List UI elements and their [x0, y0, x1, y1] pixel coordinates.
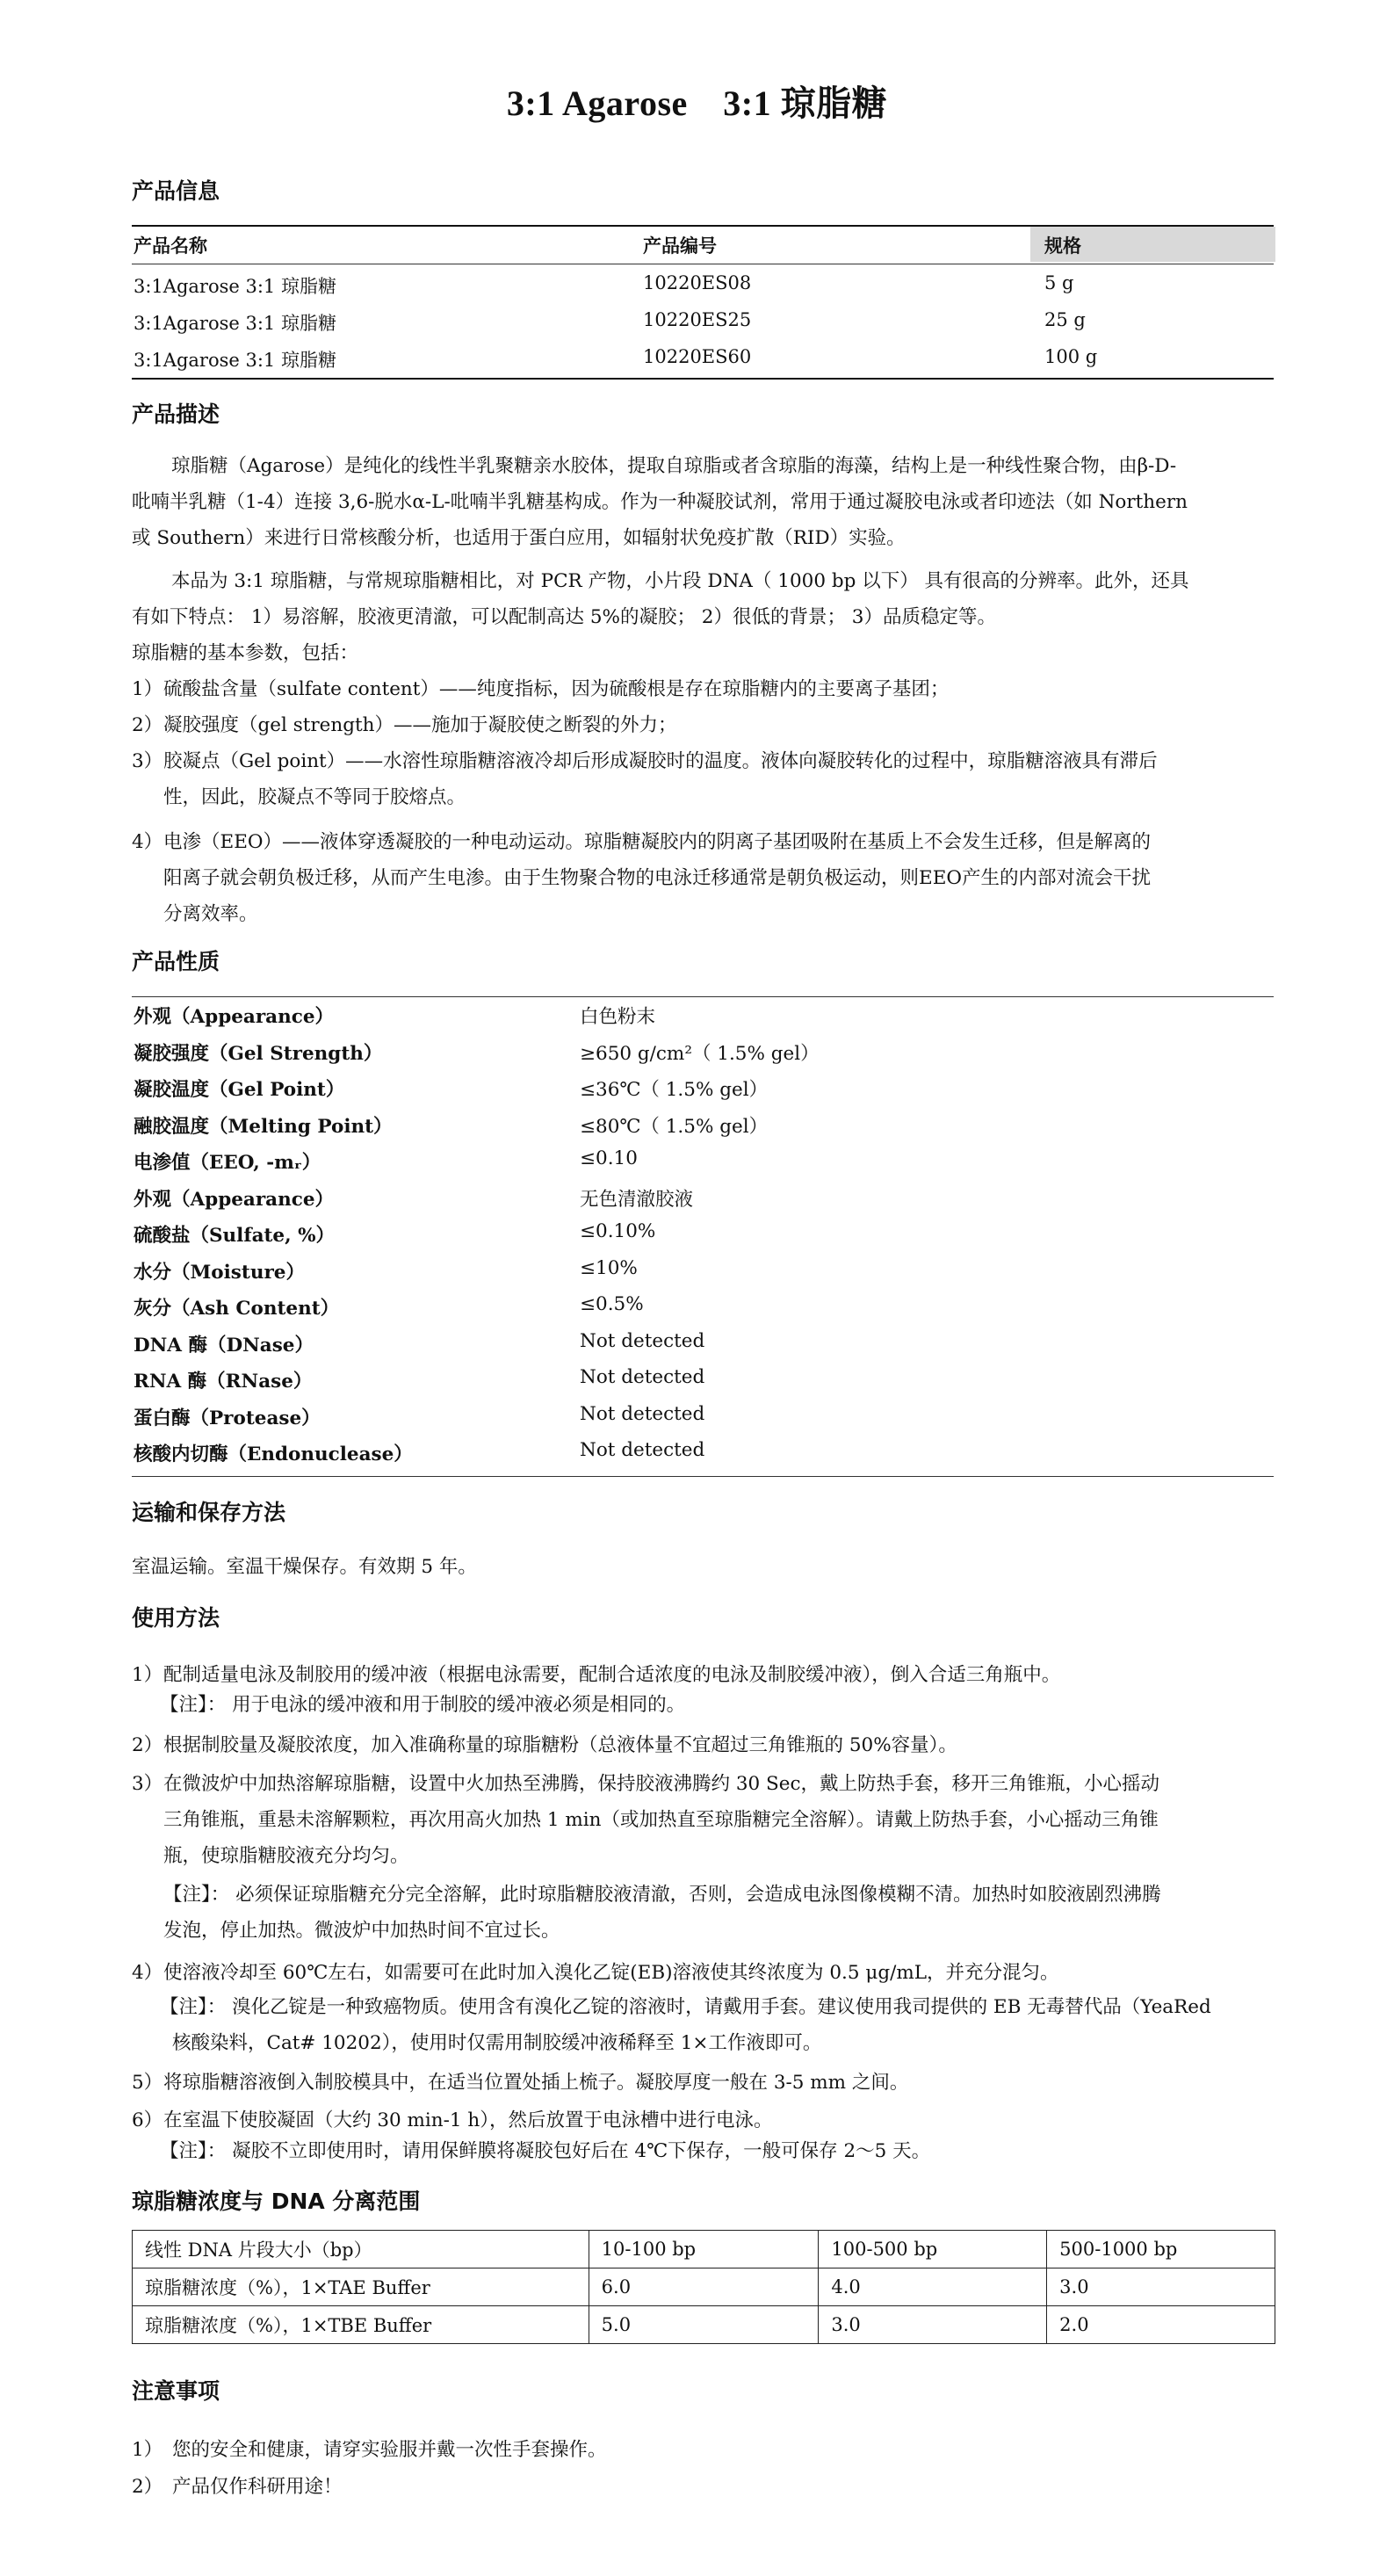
list-text: 阳离子就会朝负极迁移，从而产生电渗。由于生物聚合物的电泳迁移通常是朝负极运动，则EEO产生的内部对流会干扰 [163, 867, 1152, 889]
property-label: 蛋白酶（Protease） [134, 1407, 321, 1429]
list-text: 将琼脂糖溶液倒入制胶模具中，在适当位置处插上梳子。凝胶厚度一般在 3-5 mm 之间。 [163, 2072, 909, 2094]
list-number: 1） [132, 2439, 163, 2461]
list-number: 2） [132, 714, 163, 736]
text-line: 吡喃半乳糖（1-4）连接 3,6-脱水α-L-吡喃半乳糖基构成。作为一种凝胶试剂，常用于通过凝胶电泳或者印迹法（如 Northern [132, 491, 1188, 513]
list-text: 在室温下使胶凝固（大约 30 min-1 h），然后放置于电泳槽中进行电泳。 [163, 2109, 773, 2131]
list-number: 2） [132, 2476, 163, 2498]
product-spec: 100 g [1044, 346, 1098, 367]
product-name: 3:1Agarose 3:1 琼脂糖 [134, 350, 336, 371]
table-cell: 500-1000 bp [1047, 2231, 1275, 2268]
list-text: 您的安全和健康，请穿实验服并戴一次性手套操作。 [172, 2439, 607, 2461]
product-name: 3:1Agarose 3:1 琼脂糖 [134, 276, 336, 297]
table-cell: 6.0 [589, 2268, 819, 2306]
property-label: 凝胶强度（Gel Strength） [134, 1042, 383, 1065]
list-number: 2） [132, 1734, 163, 1756]
list-text: 分离效率。 [163, 903, 258, 925]
text-line: 本品为 3:1 琼脂糖，与常规琼脂糖相比，对 PCR 产物，小片段 DNA（ 1000 bp 以下） 具有很高的分辨率。此外，还具 [171, 570, 1189, 592]
property-value: ≤80℃（ 1.5% gel） [580, 1115, 769, 1138]
section-heading-notes: 注意事项 [132, 2378, 220, 2404]
list-number: 4） [132, 1962, 163, 1984]
list-item [132, 671, 1274, 707]
note-text [160, 1989, 1275, 2061]
product-table-header-name: 产品名称 [134, 235, 207, 257]
property-value: ≤0.5% [580, 1293, 644, 1315]
property-value: ≤10% [580, 1256, 638, 1279]
list-number: 1） [132, 678, 163, 700]
note-text: 【注】： 用于电泳的缓冲液和用于制胶的缓冲液必须是相同的。 [160, 1694, 686, 1716]
property-value: ≥650 g/cm²（ 1.5% gel） [580, 1042, 820, 1065]
list-item [132, 2432, 1274, 2468]
property-label: RNA 酶（RNase） [134, 1371, 313, 1393]
list-text: 在微波炉中加热溶解琼脂糖，设置中火加热至沸腾，保持胶液沸腾约 30 Sec，戴上防热手套，移开三角锥瓶，小心摇动 [163, 1773, 1160, 1795]
text-line: 发泡，停止加热。微波炉中加热时间不宜过长。 [163, 1920, 560, 1942]
property-value: Not detected [580, 1439, 705, 1461]
property-label: 硫酸盐（Sulfate, %） [134, 1225, 336, 1247]
list-text: 电渗（EEO）——液体穿透凝胶的一种电动运动。琼脂糖凝胶内的阴离子基团吸附在基质上不会发生迁移，但是解离的 [163, 831, 1152, 853]
product-code: 10220ES60 [643, 346, 752, 367]
list-text: 性，因此，胶凝点不等同于胶熔点。 [163, 786, 466, 808]
product-spec: 5 g [1044, 272, 1074, 293]
list-item [132, 1766, 1274, 1874]
list-item [132, 824, 1274, 932]
list-number: 4） [132, 831, 163, 853]
text-line: 有如下特点： 1）易溶解，胶液更清澈，可以配制高达 5%的凝胶； 2）很低的背景； 3）品质稳定等。 [132, 606, 996, 628]
note-text [163, 1877, 1270, 1949]
list-text: 胶凝点（Gel point）——水溶性琼脂糖溶液冷却后形成凝胶时的温度。液体向凝胶转化的过程中，琼脂糖溶液具有滞后 [163, 750, 1158, 772]
list-number: 3） [132, 1773, 163, 1795]
table-cell: 3.0 [1047, 2268, 1275, 2306]
property-label: DNA 酶（DNase） [134, 1334, 314, 1357]
section-heading-storage: 运输和保存方法 [132, 1500, 286, 1525]
product-table-header-spec: 规格 [1044, 235, 1081, 257]
table-bottom-rule [132, 378, 1274, 380]
list-item [132, 2065, 1274, 2101]
description-paragraph-1 [132, 448, 1274, 556]
concentration-table [132, 2230, 1275, 2344]
property-value: Not detected [580, 1366, 705, 1388]
table-cell: 线性 DNA 片段大小（bp） [133, 2231, 589, 2268]
table-row [133, 2306, 1275, 2344]
text-line: 【注】： 必须保证琼脂糖充分完全溶解，此时琼脂糖胶液清澈，否则，会造成电泳图像模糊不清。加热时如胶液剧烈沸腾 [163, 1884, 1161, 1906]
property-label: 外观（Appearance） [134, 1006, 335, 1028]
list-item [132, 1955, 1274, 1991]
table-cell: 3.0 [819, 2306, 1047, 2344]
storage-text: 室温运输。室温干燥保存。有效期 5 年。 [132, 1556, 477, 1578]
table-cell: 2.0 [1047, 2306, 1275, 2344]
table-cell: 4.0 [819, 2268, 1047, 2306]
product-code: 10220ES25 [643, 309, 752, 330]
property-value: 白色粉末 [580, 1006, 656, 1028]
property-value: ≤0.10% [580, 1220, 656, 1242]
property-label: 水分（Moisture） [134, 1261, 305, 1284]
property-label: 电渗值（EEO, -mᵣ） [134, 1152, 321, 1174]
product-spec: 25 g [1044, 309, 1086, 330]
table-cell: 10-100 bp [589, 2231, 819, 2268]
section-heading-description: 产品描述 [132, 402, 220, 427]
product-name: 3:1Agarose 3:1 琼脂糖 [134, 313, 336, 334]
table-row [133, 2268, 1275, 2306]
product-code: 10220ES08 [643, 272, 752, 293]
list-number: 6） [132, 2109, 163, 2131]
table-cell: 琼脂糖浓度（%），1×TBE Buffer [133, 2306, 589, 2344]
description-paragraph-3: 琼脂糖的基本参数，包括： [132, 642, 359, 664]
list-text: 使溶液冷却至 60℃左右，如需要可在此时加入溴化乙锭(EB)溶液使其终浓度为 0.5 μg/mL，并充分混匀。 [163, 1962, 1059, 1984]
table-row [133, 2231, 1275, 2268]
table-cell: 琼脂糖浓度（%），1×TAE Buffer [133, 2268, 589, 2306]
note-text: 【注】： 凝胶不立即使用时，请用保鲜膜将凝胶包好后在 4℃下保存，一般可保存 2～5 天。 [160, 2140, 931, 2162]
properties-bottom-rule [132, 1476, 1274, 1477]
list-text: 凝胶强度（gel strength）——施加于凝胶使之断裂的外力； [163, 714, 677, 736]
text-line: 或 Southern）来进行日常核酸分析，也适用于蛋白应用，如辐射状免疫扩散（RID）实验。 [132, 527, 906, 549]
list-text: 配制适量电泳及制胶用的缓冲液（根据电泳需要，配制合适浓度的电泳及制胶缓冲液），倒入合适三角瓶中。 [163, 1664, 1061, 1686]
list-text: 瓶，使琼脂糖胶液充分均匀。 [163, 1845, 409, 1867]
property-value: Not detected [580, 1402, 705, 1425]
property-label: 凝胶温度（Gel Point） [134, 1079, 345, 1101]
description-paragraph-2 [132, 563, 1274, 635]
property-label: 外观（Appearance） [134, 1188, 335, 1211]
list-number: 1） [132, 1664, 163, 1686]
list-item [132, 1727, 1274, 1763]
property-value: 无色清澈胶液 [580, 1188, 694, 1211]
properties-top-rule [132, 996, 1274, 997]
table-cell: 5.0 [589, 2306, 819, 2344]
list-text: 硫酸盐含量（sulfate content）——纯度指标，因为硫酸根是存在琼脂糖内的主要离子基团； [163, 678, 950, 700]
section-heading-product-info: 产品信息 [132, 178, 220, 204]
property-label: 灰分（Ash Content） [134, 1298, 340, 1320]
property-value: ≤36℃（ 1.5% gel） [580, 1079, 769, 1101]
property-value: Not detected [580, 1329, 705, 1352]
section-heading-concentration: 琼脂糖浓度与 DNA 分离范围 [132, 2189, 421, 2214]
property-label: 核酸内切酶（Endonuclease） [134, 1444, 413, 1465]
list-item [132, 707, 1274, 743]
list-number: 3） [132, 750, 163, 772]
section-heading-usage: 使用方法 [132, 1605, 220, 1631]
table-cell: 100-500 bp [819, 2231, 1047, 2268]
property-value: ≤0.10 [580, 1147, 638, 1169]
list-text: 三角锥瓶，重悬未溶解颗粒，再次用高火加热 1 min（或加热直至琼脂糖完全溶解）。请戴上防热手套，小心摇动三角锥 [163, 1809, 1159, 1831]
page-title: 3:1 Agarose 3:1 琼脂糖 [506, 83, 888, 123]
text-line: 【注】： 溴化乙锭是一种致癌物质。使用含有溴化乙锭的溶液时，请戴用手套。建议使用我司提供的 EB 无毒替代品（YeaRed [160, 1996, 1211, 2018]
list-text: 产品仅作科研用途！ [172, 2476, 343, 2498]
list-item [132, 743, 1274, 815]
text-line: 核酸染料，Cat# 10202），使用时仅需用制胶缓冲液稀释至 1×工作液即可。 [172, 2032, 822, 2054]
list-text: 根据制胶量及凝胶浓度，加入准确称量的琼脂糖粉（总液体量不宜超过三角锥瓶的 50%容量）。 [163, 1734, 957, 1756]
product-table-header-code: 产品编号 [643, 235, 717, 257]
section-heading-properties: 产品性质 [132, 949, 220, 974]
property-label: 融胶温度（Melting Point） [134, 1115, 393, 1138]
text-line: 琼脂糖（Agarose）是纯化的线性半乳聚糖亲水胶体，提取自琼脂或者含琼脂的海藻，结构上是一种线性聚合物，由β-D- [171, 455, 1177, 477]
list-item [132, 2469, 1274, 2505]
list-number: 5） [132, 2072, 163, 2094]
